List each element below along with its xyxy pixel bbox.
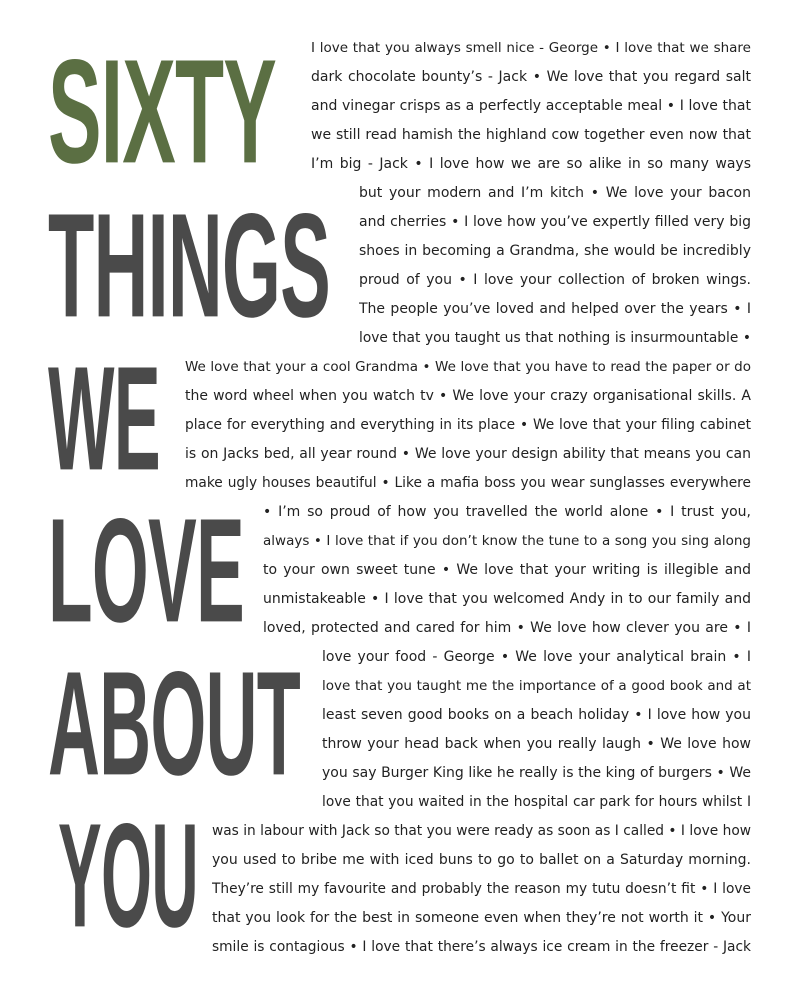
- body-line: was in labour with Jack so that you were ready as soon as I called • I love how: [212, 823, 751, 839]
- body-line: proud of you • I love your collection of broken wings.: [359, 272, 751, 288]
- body-line: loved, protected and cared for him • We love how clever you are • I: [263, 620, 751, 636]
- headline-line-you: YOU: [58, 793, 198, 959]
- headline-line-things: THINGS: [48, 183, 330, 349]
- body-line: we still read hamish the highland cow together even now that: [311, 127, 751, 143]
- body-line: is on Jacks bed, all year round • We love your design ability that means you can: [185, 446, 751, 462]
- body-line: always • I love that if you don’t know the tune to a song you sing along: [263, 533, 751, 549]
- body-line: They’re still my favourite and probably the reason my tutu doesn’t fit • I love: [212, 881, 751, 897]
- body-line: throw your head back when you really laugh • We love how: [322, 736, 751, 752]
- body-line: love your food - George • We love your analytical brain • I: [322, 649, 751, 665]
- body-line: you used to bribe me with iced buns to go to ballet on a Saturday morning.: [212, 852, 751, 868]
- body-line: and vinegar crisps as a perfectly acceptable meal • I love that: [311, 98, 751, 114]
- headline-line-love: LOVE: [48, 488, 244, 654]
- body-line: We love that your a cool Grandma • We love that you have to read the paper or do: [185, 359, 751, 375]
- body-line: you say Burger King like he really is the king of burgers • We: [322, 765, 751, 781]
- body-line: the word wheel when you watch tv • We love your crazy organisational skills. A: [185, 388, 751, 404]
- body-line: that you look for the best in someone even when they’re not worth it • Your: [212, 910, 751, 926]
- headline-line-about: ABOUT: [48, 641, 300, 807]
- body-line: love that you waited in the hospital car park for hours whilst I: [322, 794, 751, 810]
- body-line: and cherries • I love how you’ve expertly filled very big: [359, 214, 751, 230]
- body-line: smile is contagious • I love that there’s always ice cream in the freezer - Jack: [212, 939, 751, 955]
- body-line: The people you’ve loved and helped over the years • I: [359, 301, 751, 317]
- body-line: least seven good books on a beach holiday • I love how you: [322, 707, 751, 723]
- body-line: shoes in becoming a Grandma, she would be incredibly: [359, 243, 751, 259]
- body-line: to your own sweet tune • We love that your writing is illegible and: [263, 562, 751, 578]
- body-line: • I’m so proud of how you travelled the world alone • I trust you,: [263, 504, 751, 520]
- body-line: place for everything and everything in its place • We love that your filing cabinet: [185, 417, 751, 433]
- body-line: I love that you always smell nice - George • I love that we share: [311, 40, 751, 56]
- body-line: make ugly houses beautiful • Like a mafia boss you wear sunglasses everywhere: [185, 475, 751, 491]
- headline-line-we: WE: [48, 336, 160, 502]
- body-line: but your modern and I’m kitch • We love your bacon: [359, 185, 751, 201]
- body-line: love that you taught us that nothing is insurmountable •: [359, 330, 751, 346]
- body-line: dark chocolate bounty’s - Jack • We love that you regard salt: [311, 69, 751, 85]
- headline-line-sixty: SIXTY: [48, 29, 276, 195]
- body-line: I’m big - Jack • I love how we are so alike in so many ways: [311, 156, 751, 172]
- body-line: love that you taught me the importance of a good book and at: [322, 678, 751, 694]
- body-line: unmistakeable • I love that you welcomed Andy in to our family and: [263, 591, 751, 607]
